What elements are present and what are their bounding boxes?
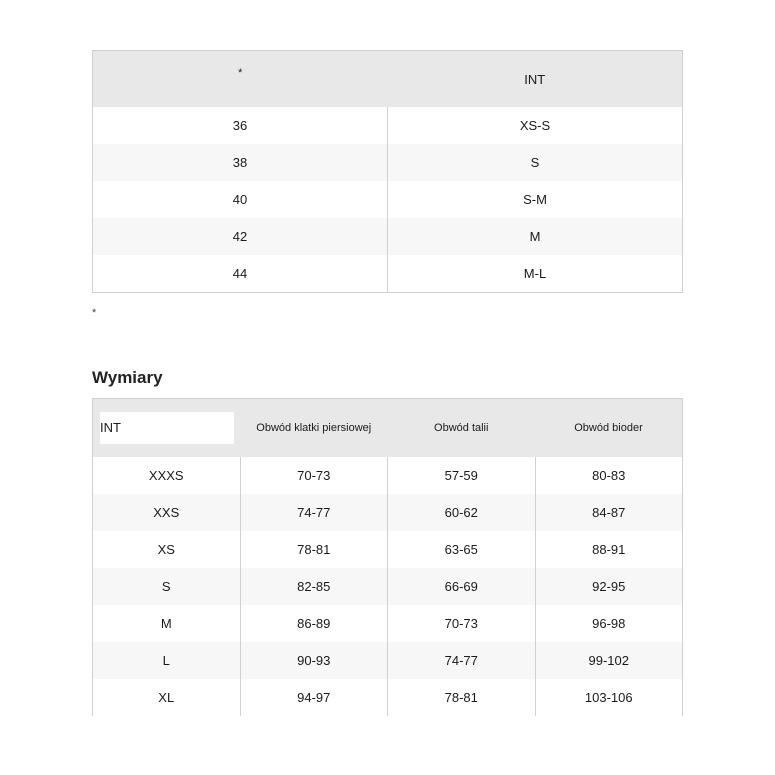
waist-cell: 74-77 bbox=[388, 642, 536, 679]
int-size-cell: M bbox=[388, 218, 683, 255]
hips-cell: 92-95 bbox=[535, 568, 683, 605]
chest-cell: 78-81 bbox=[240, 531, 388, 568]
table-row bbox=[93, 531, 683, 568]
hips-cell: 88-91 bbox=[535, 531, 683, 568]
chest-cell: 90-93 bbox=[240, 642, 388, 679]
chest-cell: 94-97 bbox=[240, 679, 388, 716]
table-row bbox=[93, 107, 683, 144]
hips-cell: 80-83 bbox=[535, 457, 683, 494]
measurements-table bbox=[92, 398, 683, 716]
chest-cell: 74-77 bbox=[240, 494, 388, 531]
table-row bbox=[93, 642, 683, 679]
int-size-cell: M-L bbox=[388, 255, 683, 293]
table-row bbox=[93, 605, 683, 642]
int-size-cell: XXS bbox=[93, 494, 241, 531]
local-size-cell: 42 bbox=[93, 218, 388, 255]
chest-cell: 82-85 bbox=[240, 568, 388, 605]
header-hips: Obwód bioder bbox=[535, 399, 683, 458]
table-row bbox=[93, 144, 683, 181]
hips-cell: 84-87 bbox=[535, 494, 683, 531]
int-tab[interactable]: INT bbox=[100, 412, 234, 444]
header-local-size: * bbox=[93, 51, 388, 108]
hips-cell: 96-98 bbox=[535, 605, 683, 642]
chest-cell: 86-89 bbox=[240, 605, 388, 642]
header-waist: Obwód talii bbox=[388, 399, 536, 458]
footnote: * bbox=[92, 307, 97, 319]
size-conversion-header-row bbox=[93, 51, 683, 108]
header-int-size: INT bbox=[388, 51, 683, 108]
local-size-cell: 44 bbox=[232, 266, 248, 281]
table-row bbox=[93, 218, 683, 255]
table-row bbox=[93, 181, 683, 218]
int-size-cell: XS-S bbox=[388, 107, 683, 144]
waist-cell: 78-81 bbox=[388, 679, 536, 716]
header-int-cell[interactable] bbox=[93, 399, 241, 458]
hips-cell: 99-102 bbox=[535, 642, 683, 679]
waist-cell: 57-59 bbox=[388, 457, 536, 494]
size-guide bbox=[92, 50, 683, 716]
waist-cell: 63-65 bbox=[388, 531, 536, 568]
table-row bbox=[93, 255, 683, 293]
int-size-cell: M bbox=[160, 616, 172, 631]
local-size-cell: 40 bbox=[232, 192, 248, 207]
size-conversion-table bbox=[92, 50, 683, 293]
table-row bbox=[93, 568, 683, 605]
waist-cell: 66-69 bbox=[388, 568, 536, 605]
section-title-measurements: Wymiary bbox=[92, 368, 163, 387]
table-row bbox=[93, 457, 683, 494]
int-size-cell: S bbox=[93, 568, 241, 605]
waist-cell: 60-62 bbox=[388, 494, 536, 531]
int-size-cell: XS bbox=[157, 542, 175, 557]
local-size-cell: 36 bbox=[232, 118, 248, 133]
int-size-cell: L bbox=[93, 642, 241, 679]
measurements-header-row bbox=[93, 399, 683, 458]
int-size-cell: S-M bbox=[388, 181, 683, 218]
hips-cell: 103-106 bbox=[535, 679, 683, 716]
int-size-cell: S bbox=[388, 144, 683, 181]
chest-cell: 70-73 bbox=[240, 457, 388, 494]
int-size-cell: XXXS bbox=[148, 468, 184, 483]
table-row bbox=[93, 494, 683, 531]
header-chest: Obwód klatki piersiowej bbox=[240, 399, 388, 458]
local-size-cell: 38 bbox=[93, 144, 388, 181]
waist-cell: 70-73 bbox=[388, 605, 536, 642]
int-size-cell: XL bbox=[158, 690, 175, 705]
table-row bbox=[93, 679, 683, 716]
